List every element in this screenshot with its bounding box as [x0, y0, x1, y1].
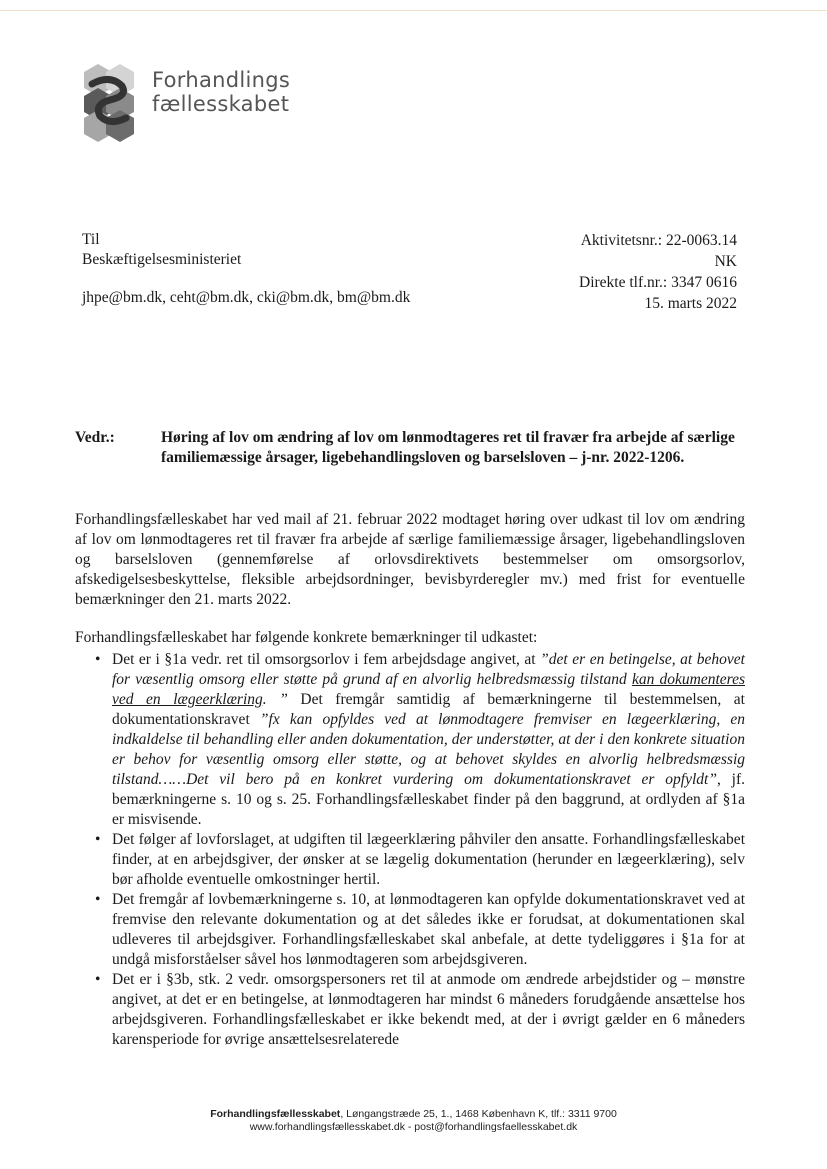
quote-text: ”fx kan opfyldes ved at lønmodtagere fremviser en lægeerklæring, en indkaldelse til behandling eller anden dokumentation, der understøtter, at der i den konkrete situation er behov for væsentlig omsorg eller støtte, og at behovet skyldes en alvorlig helbredsmæssig tilstand……Det vil bero på en konkret vurdering om dokumentationskravet er opfyldt” [112, 711, 746, 788]
top-rule [0, 10, 827, 11]
list-item-text: Det er i §1a vedr. ret til omsorgsorlov i fem arbejdsdage angivet, at [112, 651, 541, 668]
recipient-ministry: Beskæftigelsesministeriet [82, 251, 242, 268]
initials: NK [714, 253, 737, 270]
quote-text: ”det er en betingelse, at behovet for væsentlig omsorg eller støtte på grund af en alvorlig helbredsmæssig tilstand [112, 651, 745, 688]
list-item [75, 650, 745, 830]
logo-line-2: fællesskabet [152, 92, 290, 116]
subject-label: Vedr.: [75, 429, 115, 446]
recipient-emails: jhpe@bm.dk, ceht@bm.dk, cki@bm.dk, bm@bm.dk [82, 289, 411, 306]
logo-mark-icon [76, 60, 146, 142]
logo [76, 60, 316, 142]
quote-end: . ” [262, 691, 288, 708]
recipient-block [82, 230, 241, 270]
paragraph-intro: Forhandlingsfælleskabet har ved mail af 21. februar 2022 modtaget høring over udkast til lov om ændring af lov om lønmodtageres ret til fravær fra arbejde af særlige familiemæssige årsager, ligebehandlingsloven og barselsloven (gennemførelse af orlovsdirektivets bestemmelser om omsorgsorlov, afskedigelsesbeskyttelse, fleksible arbejdsordninger, bevisbyrderegler mv.) med frist for eventuelle bemærkninger den 21. marts 2022. [75, 511, 745, 608]
subject-line [75, 428, 745, 468]
subject-text: Høring af lov om ændring af lov om lønmodtageres ret til fravær fra arbejde af særlige familiemæssige årsager, ligebehandlingsloven og barselsloven – j-nr. 2022-1206. [161, 429, 735, 466]
paragraph-remarks-lead: Forhandlingsfælleskabet har følgende konkrete bemærkninger til udkastet: [75, 629, 538, 646]
meta-block [579, 230, 737, 314]
activity-number: Aktivitetsnr.: 22-0063.14 [580, 232, 737, 249]
logo-wordmark [152, 68, 290, 116]
list-item-text: Det fremgår samtidig af bemærkningerne til bestemmelsen, at dokumentationskravet [112, 691, 745, 728]
footer-web: www.forhandlingsfællesskabet.dk - post@forhandlingsfaellesskabet.dk [249, 1121, 578, 1133]
direct-phone: Direkte tlf.nr.: 3347 0616 [579, 274, 737, 291]
logo-line-1: Forhandlings [152, 68, 291, 92]
letter-date: 15. marts 2022 [644, 295, 737, 312]
list-item-text: , jf. bemærkningerne s. 10 og s. 25. Forhandlingsfælleskabet finder på den baggrund, at ordlyden af §1a er misvisende. [112, 771, 746, 828]
recipient-to-label: Til [82, 231, 100, 248]
list-item: • Det fremgår af lovbemærkningerne s. 10, at lønmodtageren kan opfylde dokumentationskravet ved at fremvise den relevante dokumentation og at det således ikke er forudsat, at dokumentationen skal udleveres til arbejdsgiver. Forhandlingsfælleskabet skal anbefale, at dette tydeliggøres i §1a for at undgå misforståelser såvel hos lønmodtageren som arbejdsgiveren. [75, 890, 745, 970]
footer-org: Forhandlingsfællesskabet [210, 1108, 341, 1120]
footer [0, 1108, 827, 1134]
list-item: • Det følger af lovforslaget, at udgiften til lægeerklæring påhviler den ansatte. Forhandlingsfælleskabet finder, at en arbejdsgiver, der ønsker at se lægelig dokumentation (herunder en lægeerklæring), selv bør afholde eventuelle omkostninger hertil. [75, 830, 745, 890]
footer-address: , Løngangstræde 25, 1., 1468 København K, tlf.: 3311 9700 [340, 1108, 617, 1120]
list-item: • Det er i §3b, stk. 2 vedr. omsorgspersoners ret til at anmode om ændrede arbejdstider og – mønstre angivet, at det er en betingelse, at lønmodtageren har mindst 6 måneders forudgående ansættelse hos arbejdsgiveren. Forhandlingsfælleskabet er ikke bekendt med, at der i øvrigt gælder en 6 måneders karensperiode for øvrige ansættelsesrelaterede [75, 970, 745, 1050]
footer-address-line [0, 1108, 827, 1121]
remarks-list [75, 650, 745, 1050]
quote-underlined: kan dokumenteres ved en lægeerklæring [112, 671, 745, 708]
